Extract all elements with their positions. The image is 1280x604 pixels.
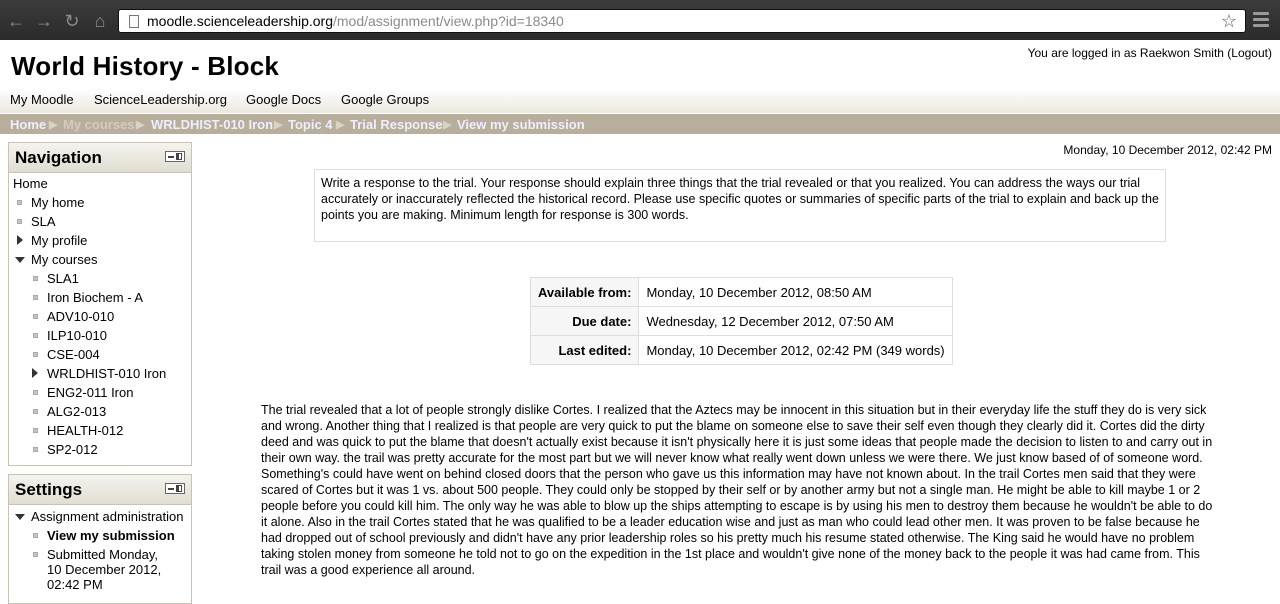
breadcrumb-separator-icon: ▶: [274, 119, 283, 131]
nav-course-sla1[interactable]: SLA1: [47, 271, 79, 286]
breadcrumb-my-courses[interactable]: My courses: [63, 117, 135, 132]
assignment-intro: Write a response to the trial. Your response should explain three things that the trial revealed or that you realized. You can address the ways our trial accurately or inaccurately reflected the historical record. Please use specific quotes or summaries of specific parts of the trial to explain and back up the points you are making. Minimum length for response is 300 words.: [314, 169, 1166, 242]
bullet-icon: [17, 200, 22, 205]
breadcrumb: [0, 114, 1280, 134]
nav-home[interactable]: Home: [13, 176, 48, 191]
nav-my-home[interactable]: My home: [31, 195, 85, 210]
view-my-submission-link[interactable]: View my submission: [47, 528, 175, 543]
available-from-label: Available from:: [531, 278, 639, 307]
dock-block-icon[interactable]: [165, 151, 185, 162]
assignment-administration[interactable]: Assignment administration: [31, 509, 184, 524]
nav-sla[interactable]: SLA: [31, 214, 56, 229]
bullet-icon: [33, 409, 38, 414]
browser-toolbar: [0, 0, 1280, 40]
forward-icon[interactable]: →: [35, 11, 53, 31]
navigation-title: Navigation: [15, 148, 102, 167]
back-icon[interactable]: ←: [7, 11, 25, 31]
due-date-value: Wednesday, 12 December 2012, 07:50 AM: [639, 307, 952, 336]
breadcrumb-separator-icon: ▶: [443, 119, 452, 131]
nav-course-cse004[interactable]: CSE-004: [47, 347, 100, 362]
bullet-icon: [33, 295, 38, 300]
menu-google-groups[interactable]: Google Groups: [341, 92, 430, 107]
nav-my-profile[interactable]: My profile: [31, 233, 88, 248]
dock-block-icon[interactable]: [165, 483, 185, 494]
collapse-icon[interactable]: [15, 514, 25, 520]
submitted-status-line1: Submitted Monday,: [47, 547, 159, 562]
home-icon[interactable]: ⌂: [94, 11, 106, 31]
reload-icon[interactable]: ↻: [64, 11, 80, 31]
last-edited-value: Monday, 10 December 2012, 02:42 PM (349 words): [639, 336, 952, 365]
expand-icon[interactable]: [17, 235, 23, 245]
table-row: [531, 278, 953, 307]
available-from-value: Monday, 10 December 2012, 08:50 AM: [639, 278, 952, 307]
bullet-icon: [33, 552, 38, 557]
breadcrumb-current: View my submission: [457, 117, 585, 132]
bullet-icon: [33, 352, 38, 357]
address-bar[interactable]: [118, 9, 1246, 33]
expand-icon[interactable]: [32, 368, 38, 378]
nav-course-ilp10[interactable]: ILP10-010: [47, 328, 107, 343]
nav-course-adv10[interactable]: ADV10-010: [47, 309, 115, 324]
menu-scienceleadership[interactable]: ScienceLeadership.org: [94, 92, 227, 107]
settings-block-header: [9, 475, 191, 505]
navigation-block: [8, 142, 192, 466]
breadcrumb-course[interactable]: WRLDHIST-010 Iron: [151, 117, 274, 132]
bullet-icon: [33, 276, 38, 281]
table-row: [531, 336, 953, 365]
nav-course-iron-biochem[interactable]: Iron Biochem - A: [47, 290, 144, 305]
bookmark-star-icon[interactable]: ☆: [1220, 11, 1237, 31]
bullet-icon: [17, 219, 22, 224]
breadcrumb-home[interactable]: Home: [10, 117, 47, 132]
nav-my-courses[interactable]: My courses: [31, 252, 98, 267]
submission-text: The trial revealed that a lot of people strongly dislike Cortes. I realized that the Aztecs may be innocent in this situation but in their everyday life the stuff they do is very sick and wrong. Another thing that I realized is that people are very quick to put the blame on someone else to save their self even though they clearly did it. Cortes did the dirty deed and was quick to put the blame that doesn't actually exist because it isn't physically here it is just some ideas that people made the decision to listen to and carry out in their own way. the trail was pretty accurate for the most part but we will never know what really went down unless we were there. We just know based of of someone word. Something's could have went on behind closed doors that the person who gave us this information may have not known about. In the trail Cortes men said that they were scared of Cortes but it was 1 vs. about 500 people. They could only be stopped by their self or by another army but not a single man. He might be able to kill maybe 1 or 2 people before you could kill him. The only way he was able to blow up the ships attempting to escape is by using his men to destroy them because he wouldn't be able to do it alone. Also in the trail Cortes stated that he was qualified to be a leader education wise and just as man who could lead other men. It was proven to be false because he had dropped out of school previously and didn't have any prior leadership roles so his pretty much his resume stated otherwise. The King said he would have no problem taking stolen money from someone he told not to go on the expedition in the 1st place and wouldn't give none of the money back to the people it was had came from. This trail was a good experience all around.: [261, 403, 1213, 577]
collapse-icon[interactable]: [15, 257, 25, 263]
table-row: [531, 307, 953, 336]
settings-title: Settings: [15, 480, 83, 499]
due-date-label: Due date:: [531, 307, 639, 336]
bullet-icon: [33, 447, 38, 452]
navigation-block-header: [9, 143, 191, 173]
wrench-menu-icon[interactable]: [1253, 12, 1269, 28]
page-title: World History - Block: [11, 51, 280, 81]
url-host: moodle.scienceleadership.org: [147, 13, 333, 29]
last-edited-label: Last edited:: [531, 336, 639, 365]
nav-course-sp2[interactable]: SP2-012: [47, 442, 98, 457]
breadcrumb-separator-icon: ▶: [49, 119, 58, 131]
nav-course-health[interactable]: HEALTH-012: [47, 423, 124, 438]
nav-course-alg2[interactable]: ALG2-013: [47, 404, 107, 419]
bullet-icon: [33, 314, 38, 319]
breadcrumb-separator-icon: ▶: [136, 119, 145, 131]
login-info[interactable]: You are logged in as Raekwon Smith (Logout): [1027, 46, 1272, 60]
bullet-icon: [33, 333, 38, 338]
breadcrumb-separator-icon: ▶: [336, 119, 345, 131]
custom-menu: [0, 88, 1280, 113]
menu-google-docs[interactable]: Google Docs: [246, 92, 322, 107]
submitted-status-line3: 02:42 PM: [47, 577, 103, 592]
bullet-icon: [33, 428, 38, 433]
nav-course-eng2[interactable]: ENG2-011 Iron: [47, 385, 134, 400]
nav-course-wrldhist[interactable]: WRLDHIST-010 Iron: [47, 366, 167, 381]
breadcrumb-assignment[interactable]: Trial Response: [350, 117, 443, 132]
bullet-icon: [33, 533, 38, 538]
bullet-icon: [33, 390, 38, 395]
page-icon: [129, 15, 139, 28]
menu-my-moodle[interactable]: My Moodle: [10, 92, 74, 107]
current-date: Monday, 10 December 2012, 02:42 PM: [1063, 143, 1272, 157]
url-path: /mod/assignment/view.php?id=18340: [333, 13, 564, 29]
dates-table: [530, 277, 953, 365]
submitted-status-line2: 10 December 2012,: [47, 562, 162, 577]
settings-block: [8, 474, 192, 604]
breadcrumb-topic[interactable]: Topic 4: [288, 117, 333, 132]
